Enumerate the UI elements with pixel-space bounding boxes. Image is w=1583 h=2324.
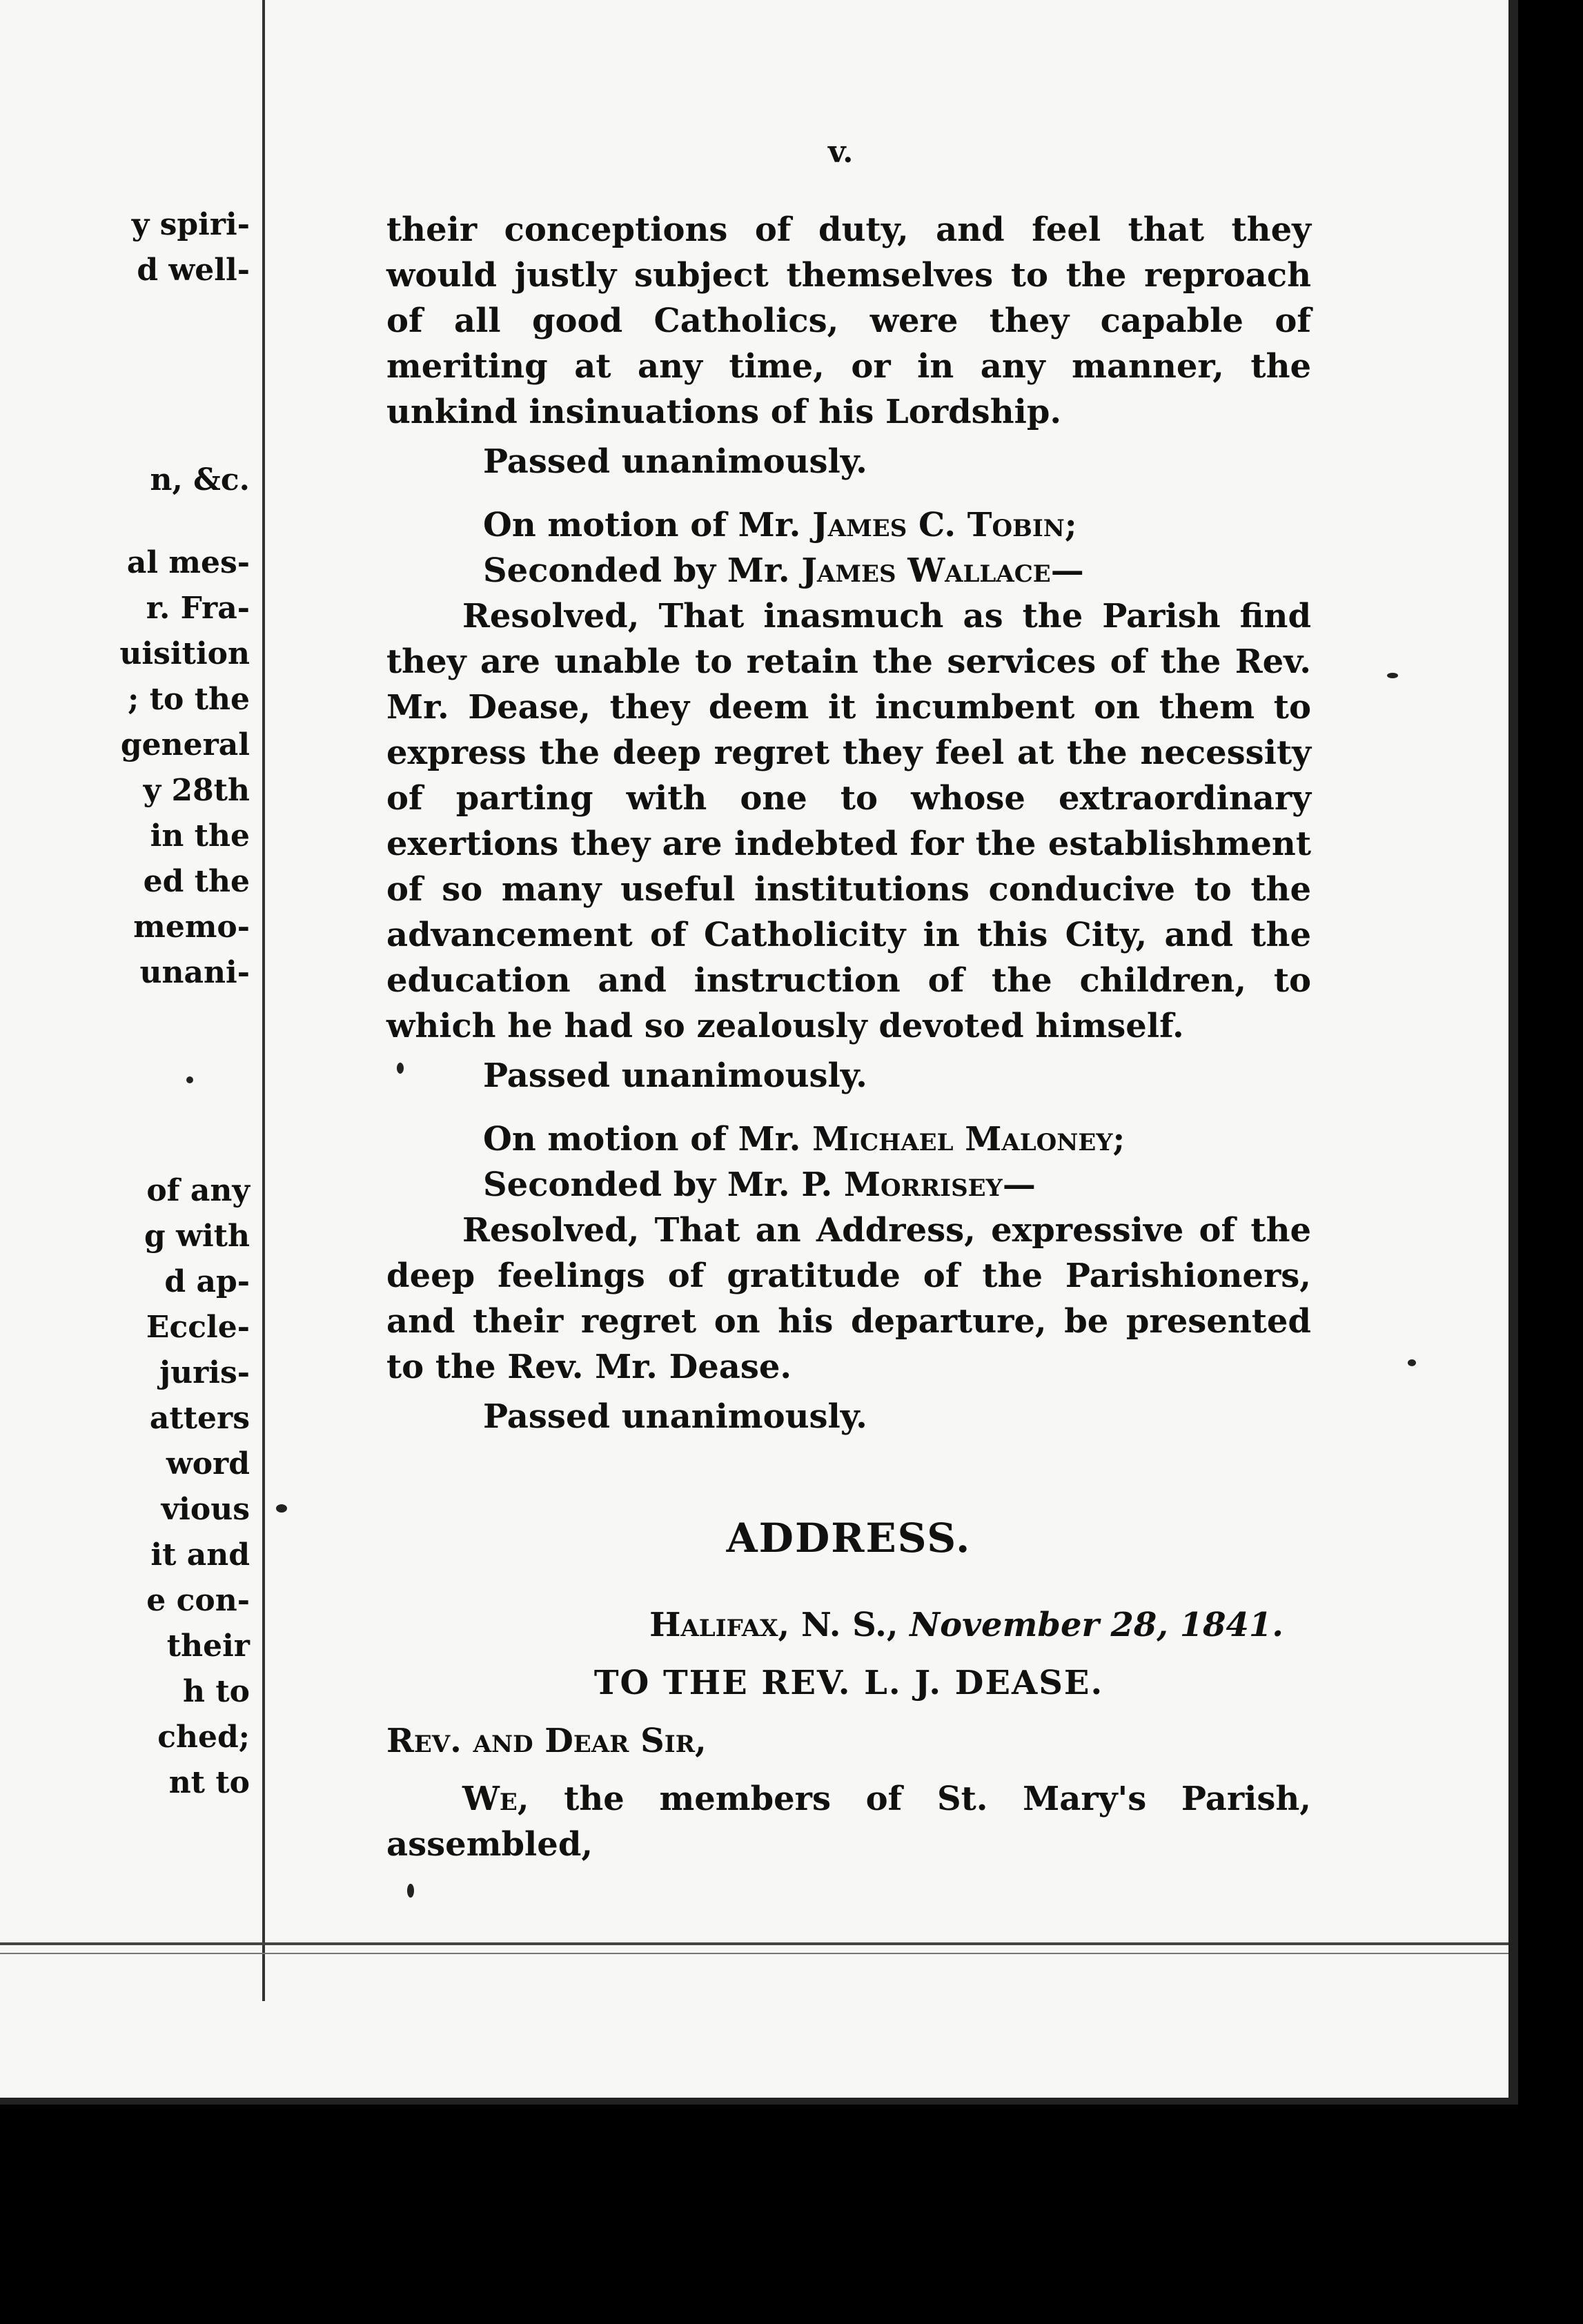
dateline: Halifax, N. S., November 28, 1841. xyxy=(649,1606,1284,1644)
page-rule xyxy=(0,1953,1518,1954)
seconded-line: Seconded by Mr. James Wallace— xyxy=(483,551,1084,590)
left-fragment: g with xyxy=(144,1219,250,1254)
left-fragment: n, &c. xyxy=(150,462,250,498)
address-opening: We, the members of St. Mary's Parish, assembled, xyxy=(386,1780,1311,1864)
left-fragment: Eccle- xyxy=(146,1310,250,1345)
mover-name: James C. Tobin xyxy=(812,506,1065,544)
resolution-paragraph: Resolved, That inasmuch as the Parish find they are unable to retain the services of the Rev. Mr. Dease, they deem it incumbent on them to express the deep regret they feel at the necessity of parting with one to whose extraordinary exertions they are indebted for the establishment of so many useful institutions conducive to the advancement of Catholicity in this City, and the education and instruction of the children, to which he had so zealously devoted himself. xyxy=(386,597,1311,1045)
left-fragment: unani- xyxy=(139,955,250,990)
passed-line: Passed unanimously. xyxy=(483,1056,867,1095)
left-fragment: their xyxy=(166,1628,250,1664)
left-fragment: of any xyxy=(146,1173,250,1208)
left-fragment: r. Fra- xyxy=(146,591,250,626)
left-page-fragment xyxy=(0,0,265,2001)
passed-line: Passed unanimously. xyxy=(483,1397,867,1436)
addressee-line: TO THE REV. L. J. DEASE. xyxy=(593,1664,1104,1702)
left-fragment: juris- xyxy=(159,1355,250,1390)
left-fragment: d well- xyxy=(137,253,250,288)
seconded-line: Seconded by Mr. P. Morrisey— xyxy=(483,1165,1036,1204)
ink-speck xyxy=(1387,673,1398,678)
left-fragment: general xyxy=(120,727,250,762)
mover-name: Michael Maloney xyxy=(812,1120,1113,1159)
ink-speck xyxy=(397,1063,404,1074)
main-text-column xyxy=(386,207,1311,1867)
ink-speck xyxy=(186,1076,193,1083)
left-fragment: it and xyxy=(150,1537,250,1573)
motion-line: On motion of Mr. James C. Tobin; xyxy=(483,506,1077,544)
left-fragment: uisition xyxy=(119,636,250,671)
left-fragment: in the xyxy=(150,818,250,854)
left-fragment: memo- xyxy=(133,909,250,945)
address-heading: ADDRESS. xyxy=(726,1515,972,1562)
continued-paragraph: their conceptions of duty, and feel that they would justly subject themselves to the reproach of all good Catholics, were they capable of meriting at any time, or in any manner, the unkind insinuations of his Lordship. xyxy=(386,210,1311,431)
left-fragment: ed the xyxy=(143,864,250,899)
ink-speck xyxy=(276,1504,287,1513)
ink-speck xyxy=(407,1884,414,1898)
left-fragment: ; to the xyxy=(128,682,250,717)
left-fragment: d ap- xyxy=(164,1264,250,1299)
left-fragment: h to xyxy=(183,1674,250,1709)
left-fragment: ched; xyxy=(157,1720,250,1755)
left-fragment: al mes- xyxy=(126,545,250,580)
left-fragment: vious xyxy=(161,1492,250,1527)
seconder-name: P. Morrisey xyxy=(801,1165,1003,1204)
left-fragment: atters xyxy=(149,1401,250,1436)
page-number: v. xyxy=(828,135,854,170)
page-rule xyxy=(0,1942,1518,1945)
date: November 28, 1841. xyxy=(910,1606,1284,1644)
motion-line: On motion of Mr. Michael Maloney; xyxy=(483,1120,1125,1159)
seconder-name: James Wallace xyxy=(801,551,1051,590)
passed-line: Passed unanimously. xyxy=(483,442,867,481)
left-fragment: e con- xyxy=(146,1583,250,1618)
left-fragment: nt to xyxy=(168,1765,250,1800)
left-fragment: y spiri- xyxy=(131,207,250,242)
left-fragment: word xyxy=(166,1446,250,1481)
ink-speck xyxy=(1408,1359,1416,1366)
salutation: Rev. and Dear Sir, xyxy=(386,1722,707,1760)
resolution-paragraph: Resolved, That an Address, expressive of the deep feelings of gratitude of the Parishioners, and their regret on his departure, be presented to the Rev. Mr. Dease. xyxy=(386,1211,1311,1386)
left-fragment: y 28th xyxy=(143,773,250,808)
